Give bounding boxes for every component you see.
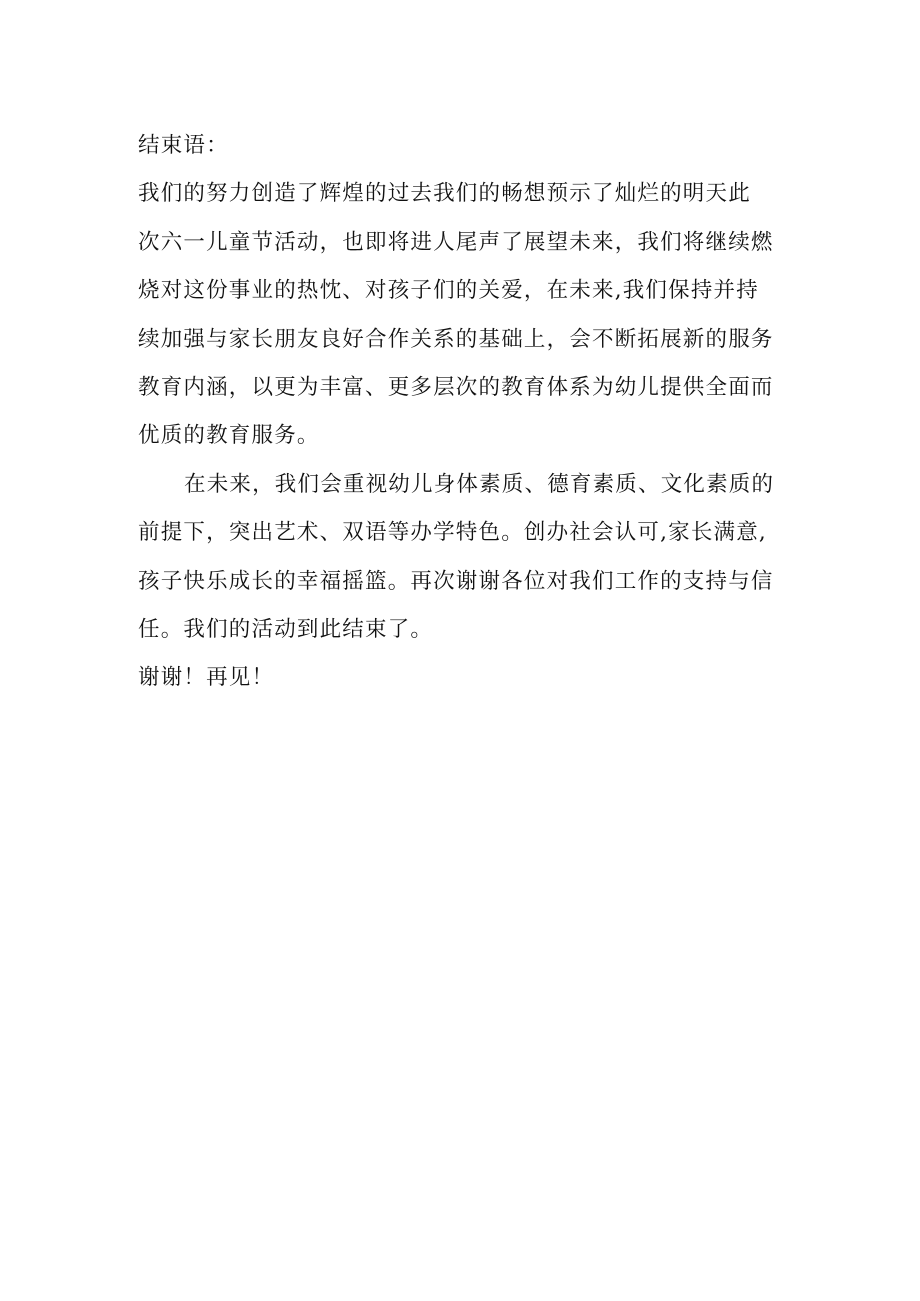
paragraph-1-line-6: 优质的教育服务。 [138, 423, 320, 449]
paragraph-1-line-1: 我们的努力创造了辉煌的过去我们的畅想预示了灿烂的明天此 [138, 181, 751, 207]
heading-closing-remarks: 结束语： [138, 133, 229, 158]
closing-thanks: 谢谢！再见！ [138, 665, 275, 691]
paragraph-2-line-2: 前提下，突出艺术、双语等办学特色。创办社会认可,家长满意, [138, 520, 767, 546]
paragraph-1-line-4: 续加强与家长朋友良好合作关系的基础上，会不断拓展新的服务 [138, 326, 774, 352]
paragraph-1-line-3: 烧对这份事业的热忱、对孩子们的关爱，在未来,我们保持并持 [138, 278, 759, 304]
paragraph-2-line-3: 孩子快乐成长的幸福摇篮。再次谢谢各位对我们工作的支持与信 [138, 568, 774, 594]
paragraph-1-line-2: 次六一儿童节活动，也即将进人尾声了展望未来，我们将继续燃 [138, 229, 774, 255]
paragraph-1-line-5: 教育内涵，以更为丰富、更多层次的教育体系为幼儿提供全面而 [138, 374, 774, 400]
document-body [138, 122, 786, 703]
paragraph-2-line-4: 任。我们的活动到此结束了。 [138, 616, 434, 642]
paragraph-2-line-1: 在未来，我们会重视幼儿身体素质、德育素质、文化素质的 [184, 471, 775, 497]
